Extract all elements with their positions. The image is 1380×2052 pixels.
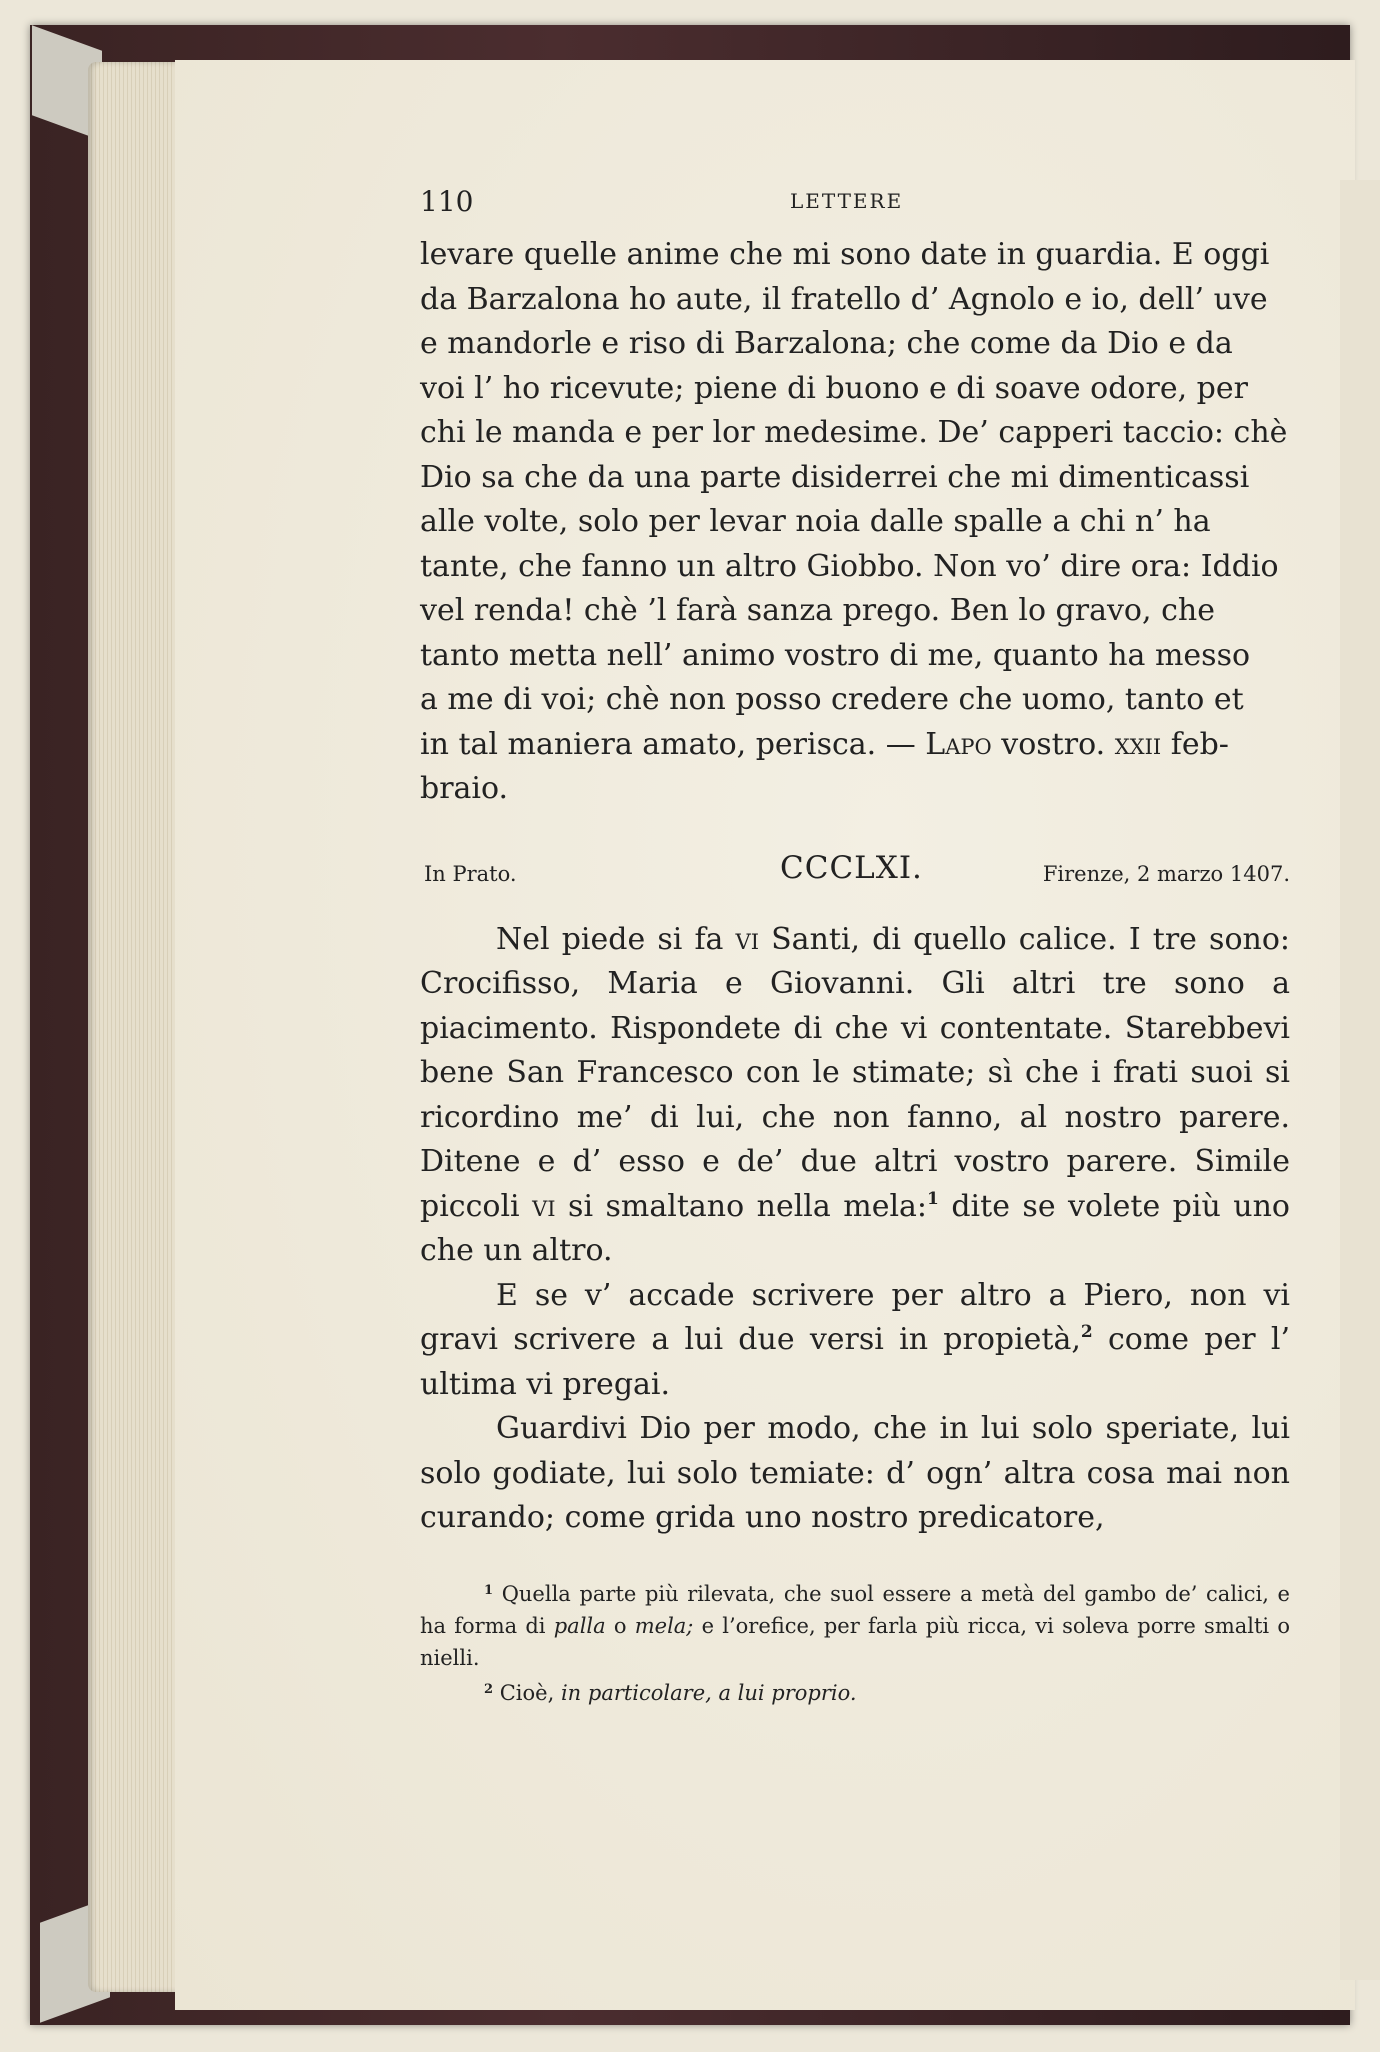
text: dite se volete più uno che un altro. xyxy=(420,1188,1290,1268)
text-line: vel renda! chè ’l farà sanza prego. Ben lo gravo, che xyxy=(420,593,1215,628)
running-head xyxy=(420,185,1290,225)
text: Nel piede si fa xyxy=(496,921,736,957)
letter-place: In Prato. xyxy=(424,861,517,886)
text: come per l’ ultima vi pregai. xyxy=(420,1322,1290,1402)
text: e l’orefice, per farla più ricca, vi soleva porre smalti o nielli. xyxy=(420,1613,1290,1670)
footnote xyxy=(420,1575,1290,1674)
previous-letter-ending xyxy=(420,233,1290,812)
paragraph xyxy=(420,918,1290,1274)
italic-text: in particolare, a lui proprio. xyxy=(560,1680,857,1705)
text-line: Dio sa che da una parte disiderrei che mi dimenticassi xyxy=(420,459,1250,495)
footnote-ref: 1 xyxy=(927,1188,939,1209)
facing-page-edge xyxy=(1340,180,1380,1980)
letter-body xyxy=(420,918,1290,1541)
footnotes xyxy=(420,1575,1290,1709)
italic-text: palla xyxy=(553,1613,606,1638)
text: in tal maniera amato, perisca. — xyxy=(420,726,926,762)
date-numeral: xxii xyxy=(1114,726,1162,762)
text-line: tanto metta nell’ animo vostro di me, quanto ha messo xyxy=(420,637,1251,673)
text-line: braio. xyxy=(420,771,509,806)
text-block xyxy=(420,185,1290,1709)
signature-name: Lapo xyxy=(925,726,992,762)
letter-date: Firenze, 2 marzo 1407. xyxy=(1042,861,1290,886)
text-line: e mandorle e riso di Barzalona; che come da Dio e da xyxy=(420,326,1233,361)
text-line: da Barzalona ho aute, il fratello d’ Agnolo e io, dell’ uve xyxy=(420,281,1268,317)
footnote-ref: 2 xyxy=(1080,1322,1093,1342)
text: vostro. xyxy=(991,726,1115,762)
roman-numeral: vi xyxy=(532,1188,556,1224)
text: si smaltano nella mela: xyxy=(555,1188,928,1224)
running-title: LETTERE xyxy=(790,189,904,213)
letter-number: CCCLXI. xyxy=(780,849,923,886)
text: E se v’ accade scrivere per altro a Piero, non vi gravi scrivere a lui due versi in propietà, xyxy=(420,1277,1290,1357)
text: o xyxy=(605,1613,635,1638)
paragraph xyxy=(420,1274,1290,1408)
text-line: alle volte, solo per levar noia dalle spalle a chi n’ ha xyxy=(420,504,1211,539)
roman-numeral: vi xyxy=(735,921,760,957)
text: Cioè, xyxy=(499,1680,561,1705)
text-line: tante, che fanno un altro Giobbo. Non vo’ dire ora: Iddio xyxy=(420,548,1279,584)
italic-text: mela; xyxy=(634,1613,694,1638)
text: Quella parte più rilevata, che suol essere a metà del gambo de’ calici, e ha forma di xyxy=(420,1581,1290,1638)
footnote xyxy=(420,1674,1290,1709)
text-line: a me di voi; chè non posso credere che uomo, tanto et xyxy=(420,682,1244,717)
footnote-number: 2 xyxy=(484,1681,494,1697)
paragraph: Guardivi Dio per modo, che in lui solo speriate, lui solo godiate, lui solo temiate: d’ ogn’ altra cosa mai non curando; come grida uno nostro predicatore, xyxy=(420,1411,1290,1535)
text-line: chi le manda e per lor medesime. De’ capperi taccio: chè xyxy=(420,415,1288,450)
letter-heading xyxy=(420,844,1290,894)
text-line: voi l’ ho ricevute; piene di buono e di soave odore, per xyxy=(420,370,1248,406)
text-line: levare quelle anime che mi sono date in guardia. E oggi xyxy=(420,237,1270,272)
footnote-number: 1 xyxy=(484,1582,494,1598)
text: Santi, di quello calice. I tre sono: Crocifisso, Maria e Giovanni. Gli altri tre sono a piacimento. Rispondete di che vi contentate. Starebbevi bene San Francesco con le stimate; sì che i frati suoi si ricordino me’ di lui, che non fanno, al nostro parere. Ditene e d’ esso e de’ due altri vostro parere. Simile piccoli xyxy=(420,921,1290,1224)
text-line-signature xyxy=(420,723,1290,768)
page-number: 110 xyxy=(420,185,474,218)
text: feb- xyxy=(1161,726,1229,762)
